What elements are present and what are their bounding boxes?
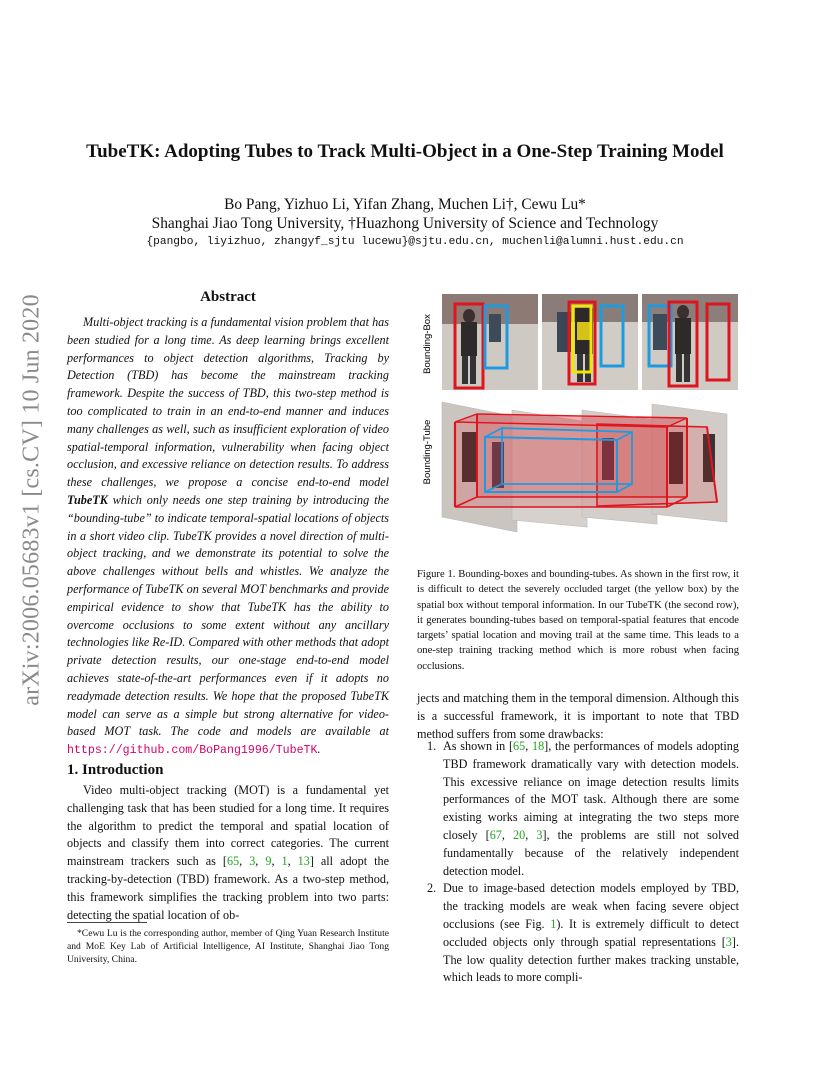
citation-link[interactable]: 1 xyxy=(281,854,288,869)
citation-link[interactable]: 9 xyxy=(265,854,272,869)
frame-2 xyxy=(542,294,638,390)
section-heading-introduction: 1. Introduction xyxy=(67,762,164,778)
code-link[interactable]: https://github.com/BoPang1996/TubeTK xyxy=(67,744,318,758)
footnote-rule xyxy=(67,922,147,923)
row-label-bounding-tube: Bounding-Tube xyxy=(422,419,433,485)
author-emails: {pangbo, liyizhuo, zhangyf_sjtu lucewu}@sjtu.edu.cn, muchenli@alumni.hust.edu.cn xyxy=(146,236,684,248)
footnote: *Cewu Lu is the corresponding author, member of Qing Yuan Research Institute and MoE Key Lab of Artificial Intelligence, AI Institute, Shanghai Jiao Tong University, China. xyxy=(67,928,389,965)
abstract-text: Multi-object tracking is a fundamental vision problem that has been studied for a long time. As deep learning brings excellent performances to object detection algorithms, Tracking by Detection (TBD) has become the mainstream tracking framework. Despite the success of TBD, this two-step method is too complicated to train in an end-to-end manner and induces many challenges as well, such as insufficient exploration of video spatial-temporal information, vulnerability when facing object occlusion, and excessive reliance on detection results. To address these challenges, we propose a concise end-to-end model TubeTK which only needs one step training by introducing the “bounding-tube” to indicate temporal-spatial locations of objects in a short video clip. TubeTK provides a novel direction of multi-object tracking, and we demonstrate its potential to solve the above challenges without bells and whistles. We analyze the performance of TubeTK on several MOT benchmarks and provide empirical evidence to show that TubeTK has the ability to overcome occlusions to some extent without any ancillary technologies like Re-ID. Compared with other methods that adopt private detection results, our one-stage end-to-end model achieves state-of-the-art performances even if it adopts no readymade detection results. We hope that the proposed TubeTK model can serve as a simple but strong alternative for video-based MOT task. The code and models are available at https://github.com/BoPang1996/TubeTK. xyxy=(67,315,389,758)
citation-link[interactable]: 13 xyxy=(297,854,310,869)
citation-link[interactable]: 65 xyxy=(226,854,240,869)
figure-caption: Figure 1. Bounding-boxes and bounding-tubes. As shown in the first row, it is difficult to detect the severely occluded target (the yellow box) by the spatial box without temporal information. In our TubeTK (the second row), it generates bounding-tubes based on temporal-spatial features that encode targets’ spatial location and moving trail at the same time. This leads to a one-step training tracking method which is more robust when facing occlusions. xyxy=(417,569,739,672)
figure-ref-link[interactable]: 1 xyxy=(550,916,557,931)
author-list: Bo Pang, Yizhuo Li, Yifan Zhang, Muchen Li†, Cewu Lu* xyxy=(224,196,586,213)
list-item: 1. As shown in [65, 18], the performances of models adopting TBD framework dramatically vary with detection models. This excessive reliance on image detection results limits performances of the MOT task. Although there are some existing works aiming at integrating the two steps more closely [67, 20, 3], the problems are still not solved fundamentally because of the relatively independent detection model. xyxy=(427,739,739,878)
drawback-list xyxy=(417,738,739,987)
list-item: 2. Due to image-based detection models employed by TBD, the tracking models are weak when facing severe object occlusions (see Fig. 1). It is extremely difficult to detect occluded objects only through spatial representations [3]. The low quality detection further makes tracking unstable, which leads to more compli- xyxy=(427,881,739,985)
citation-link[interactable]: 3 xyxy=(249,854,256,869)
citation-link[interactable]: 18 xyxy=(531,739,545,753)
citation-link[interactable]: 20 xyxy=(513,827,526,842)
intro-paragraph: Video multi-object tracking (MOT) is a fundamental yet challenging task that has been studied for a long time. It requires the algorithm to predict the temporal and spatial location of objects and classify them into correct categories. The current mainstream trackers such as [65, 3, 9, 1, 13] all adopt the tracking-by-detection (TBD) framework. As a two-step method, this framework simplifies the tracking problem into two parts: detecting the spatial location of ob- xyxy=(67,783,390,922)
frame-1 xyxy=(442,294,538,390)
affiliations: Shanghai Jiao Tong University, †Huazhong University of Science and Technology xyxy=(151,215,659,232)
figure-1 xyxy=(417,292,742,562)
paper-title: TubeTK: Adopting Tubes to Track Multi-Object in a One-Step Training Model xyxy=(86,141,724,162)
arxiv-watermark: arXiv:2006.05683v1 [cs.CV] 10 Jun 2020 xyxy=(18,294,45,706)
tube-diagram xyxy=(442,402,727,532)
row-label-bounding-box: Bounding-Box xyxy=(422,314,433,374)
frame-3 xyxy=(642,294,738,390)
citation-link[interactable]: 3 xyxy=(725,934,732,949)
model-name: TubeTK xyxy=(67,492,108,507)
abstract-heading: Abstract xyxy=(200,289,256,305)
citation-link[interactable]: 65 xyxy=(513,739,526,753)
citation-link[interactable]: 67 xyxy=(489,827,502,842)
body-paragraph: jects and matching them in the temporal dimension. Although this is a successful framework, it is important to note that TBD method suffers from some drawbacks: xyxy=(417,691,739,741)
citation-link[interactable]: 3 xyxy=(536,827,543,842)
